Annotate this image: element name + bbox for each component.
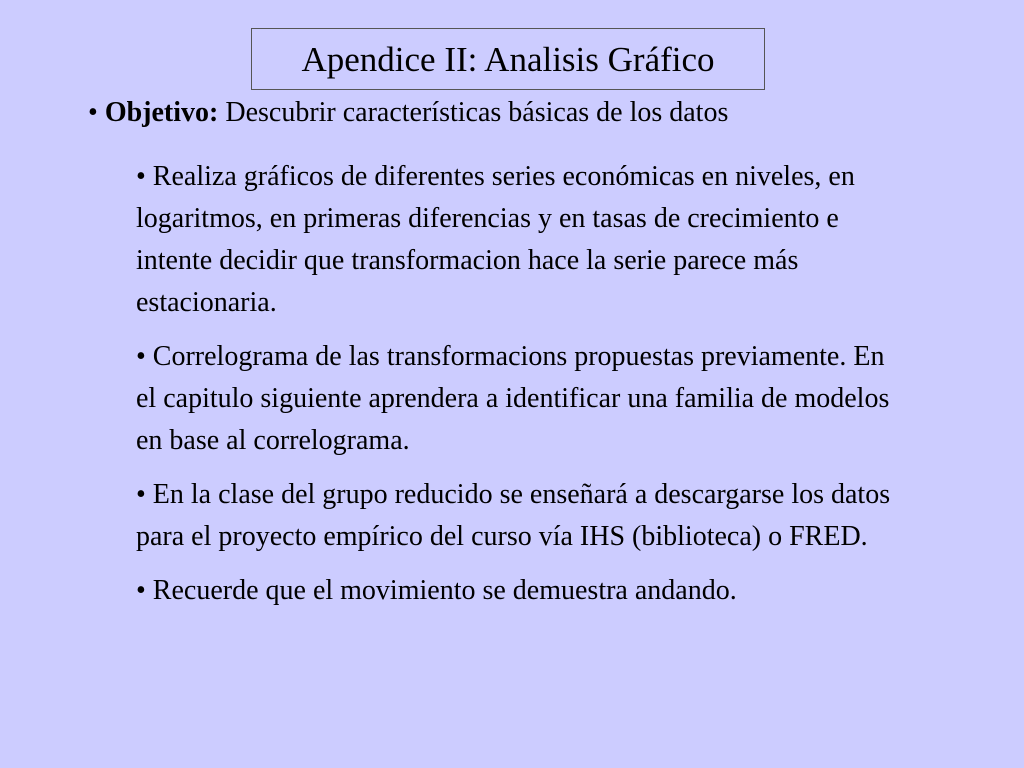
sub-bullet-correlogram: • Correlograma de las transformacions propuestas previamente. En el capitulo siguiente aprendera a identificar una familia de modelos en base al correlograma. [136, 341, 890, 456]
objective-label: Objetivo: [104, 97, 219, 128]
slide-title-box [251, 28, 765, 90]
objective-bullet: • [88, 97, 98, 128]
sub-bullet-data-download: • En la clase del grupo reducido se enseñará a descargarse los datos para el proyecto empírico del curso vía IHS (biblioteca) o FRED. [136, 479, 891, 552]
objective-text: Descubrir características básicas de los datos [225, 97, 729, 128]
sub-bullet-list [136, 156, 896, 624]
objective-line [88, 96, 988, 130]
slide-title: Apendice II: Analisis Gráfico [301, 39, 715, 79]
sub-bullet-movement: • Recuerde que el movimiento se demuestra andando. [136, 575, 737, 606]
sub-bullet-graphs: • Realiza gráficos de diferentes series económicas en niveles, en logaritmos, en primeras diferencias y en tasas de crecimiento e intente decidir que transformacion hace la serie parece más estacionaria. [136, 161, 855, 318]
